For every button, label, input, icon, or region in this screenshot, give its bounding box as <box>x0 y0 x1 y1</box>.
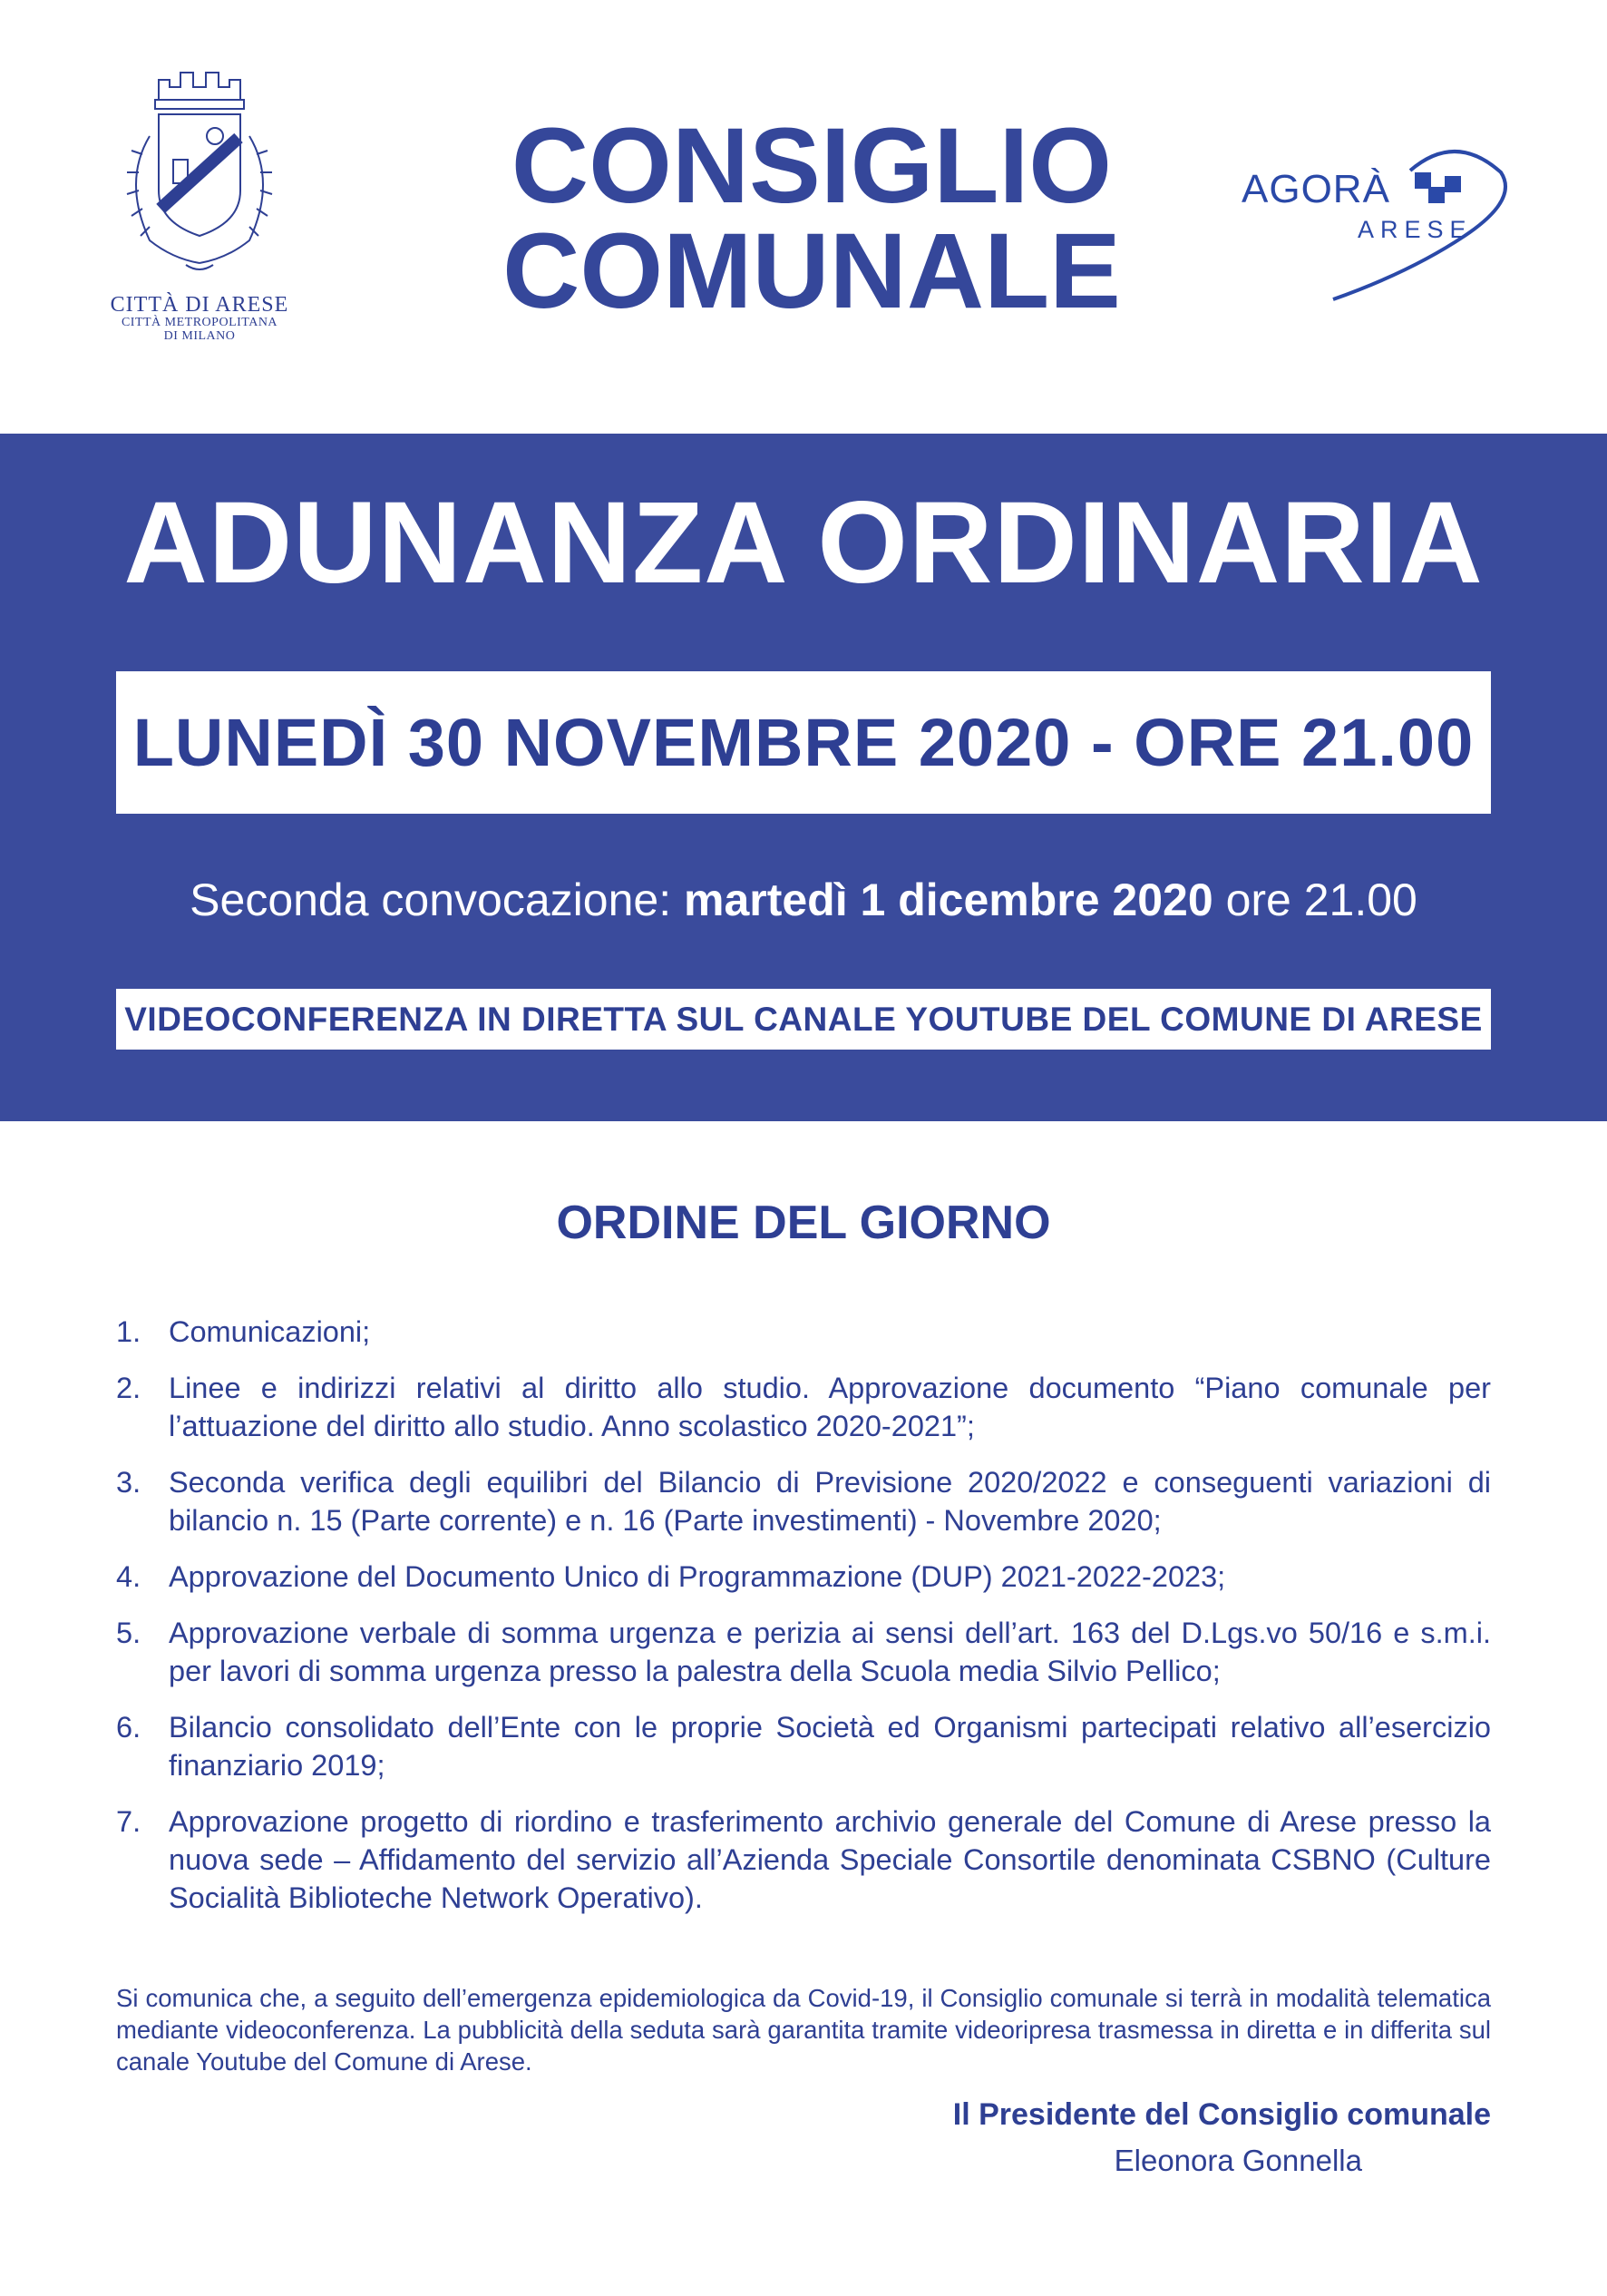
agora-logo-word: AGORÀ <box>1242 167 1390 211</box>
meeting-date-text: LUNEDÌ 30 NOVEMBRE 2020 - ORE 21.00 <box>132 705 1475 780</box>
agenda-item-number: 7. <box>116 1805 141 1838</box>
page-title <box>453 106 1170 331</box>
agenda-item-text: Approvazione progetto di riordino e trasferimento archivio generale del Comune di Arese presso la nuova sede – Affidamento del servizio all’Azienda Speciale Consortile denominata CSBNO (Culture Socialità Biblioteche Network Operativo). <box>169 1805 1491 1914</box>
agenda-item <box>116 1313 1491 1351</box>
agenda-item-number: 2. <box>116 1372 141 1404</box>
agenda-item-text: Approvazione del Documento Unico di Programmazione (DUP) 2021-2022-2023; <box>169 1560 1226 1593</box>
agenda-item-text: Linee e indirizzi relativi al diritto allo studio. Approvazione documento “Piano comunale per l’attuazione del diritto allo studio. Anno scolastico 2020-2021”; <box>169 1372 1491 1442</box>
agenda-title: ORDINE DEL GIORNO <box>556 1197 1051 1249</box>
agenda-item-text: Comunicazioni; <box>169 1315 371 1348</box>
agenda-item-number: 3. <box>116 1466 141 1499</box>
agenda-item <box>116 1463 1491 1539</box>
second-convocation-date: martedì 1 dicembre 2020 <box>684 874 1213 925</box>
title-line-1: CONSIGLIO <box>511 106 1113 226</box>
agenda-item-text: Bilancio consolidato dell’Ente con le proprie Società ed Organismi partecipati relativo all’esercizio finanziario 2019; <box>169 1711 1491 1782</box>
agenda-item <box>116 1803 1491 1917</box>
crest-city-name: CITTÀ DI ARESE <box>110 293 289 317</box>
agenda-item <box>116 1369 1491 1445</box>
meeting-date-box <box>116 671 1491 814</box>
agenda-item-number: 4. <box>116 1560 141 1593</box>
agenda-item-number: 6. <box>116 1711 141 1744</box>
crest-line-milano: DI MILANO <box>163 328 236 343</box>
video-conference-box <box>116 989 1491 1050</box>
agora-arese-logo <box>1229 136 1528 308</box>
city-crest-logo <box>86 64 313 354</box>
agenda-item <box>116 1708 1491 1784</box>
signature-role: Il Presidente del Consiglio comunale <box>952 2097 1491 2132</box>
agenda-item-number: 1. <box>116 1315 141 1348</box>
video-conference-note: VIDEOCONFERENZA IN DIRETTA SUL CANALE YOUTUBE DEL COMUNE DI ARESE <box>124 1000 1483 1038</box>
second-convocation-label: Seconda convocazione: <box>190 874 672 925</box>
crest-emblem-icon <box>95 64 304 290</box>
agenda-item-number: 5. <box>116 1617 141 1649</box>
signature-name: Eleonora Gonnella <box>1114 2144 1362 2177</box>
agenda-item-text: Seconda verifica degli equilibri del Bilancio di Previsione 2020/2022 e conseguenti variazioni di bilancio n. 15 (Parte corrente) e n. 16 (Parte investimenti) - Novembre 2020; <box>169 1466 1491 1537</box>
covid-notice: Si comunica che, a seguito dell’emergenza epidemiologica da Covid-19, il Consiglio comunale si terrà in modalità telematica mediante videoconferenza. La pubblicità della seduta sarà garantita tramite videoripresa trasmessa in diretta e in differita sul canale Youtube del Comune di Arese. <box>116 1984 1491 2076</box>
second-convocation-time: ore 21.00 <box>1225 874 1417 925</box>
agenda-list <box>116 1313 1491 1935</box>
agenda-item-text: Approvazione verbale di somma urgenza e perizia ai sensi dell’art. 163 del D.Lgs.vo 50/16 e s.m.i. per lavori di somma urgenza presso la palestra della Scuola media Silvio Pellico; <box>169 1617 1491 1687</box>
second-convocation <box>116 871 1491 929</box>
agora-logo-sub: ARESE <box>1358 216 1473 243</box>
agenda-item <box>116 1614 1491 1690</box>
agenda-item <box>116 1558 1491 1596</box>
title-line-2: COMUNALE <box>502 211 1121 331</box>
meeting-type-title: ADUNANZA ORDINARIA <box>123 478 1484 608</box>
crest-line-metropolitana: CITTÀ METROPOLITANA <box>121 316 278 330</box>
